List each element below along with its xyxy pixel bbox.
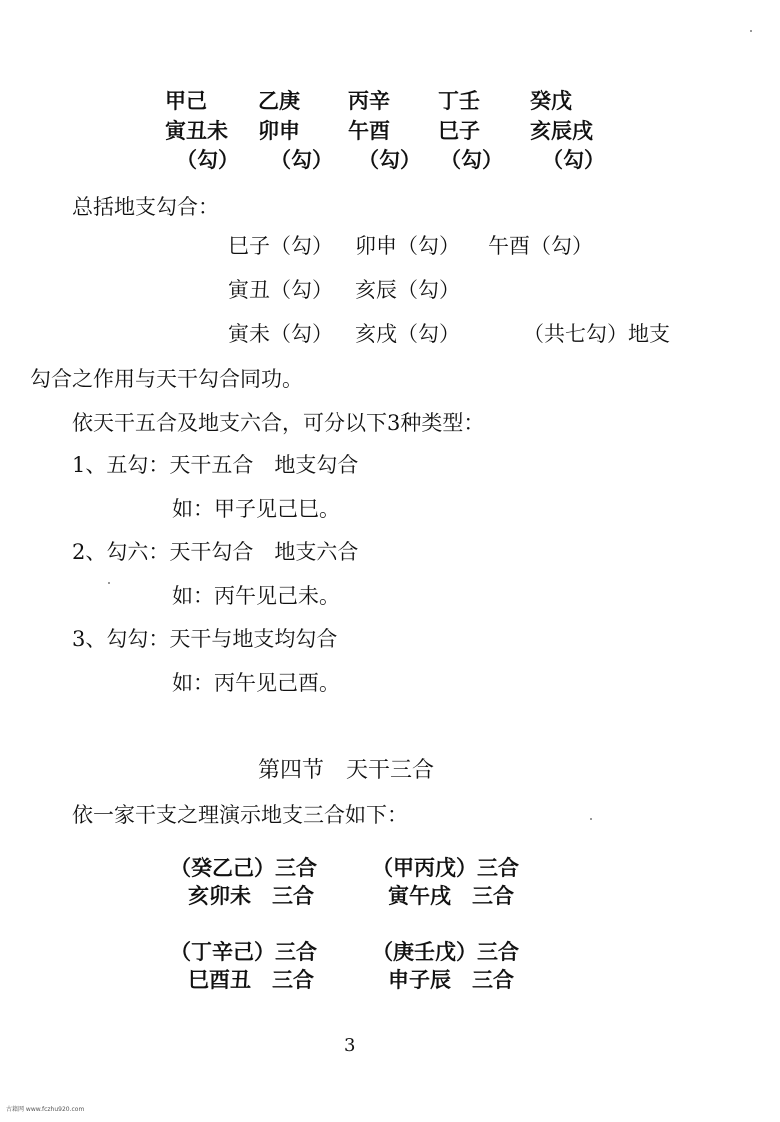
sanhe-bottom: 寅午戌 三合 — [388, 883, 514, 908]
sanhe-bottom: 亥卯未 三合 — [188, 883, 314, 908]
table-cell: 癸戊 — [530, 88, 572, 113]
type-label: 1、五勾：天干五合 地支勾合 — [72, 453, 359, 477]
table-cell: 亥辰戌 — [530, 118, 593, 143]
summary-item: 巳子（勾） — [228, 234, 333, 258]
summary-item: 亥辰（勾） — [355, 278, 460, 302]
summary-item: （共七勾）地支 — [523, 322, 670, 346]
sanhe-bottom: 巳酉丑 三合 — [188, 967, 314, 992]
type-example: 如：丙午见己未。 — [172, 584, 340, 608]
table-cell: 寅丑未 — [165, 118, 228, 143]
paragraph: 依天干五合及地支六合，可分以下3种类型： — [72, 411, 485, 435]
paragraph: 勾合之作用与天干勾合同功。 — [30, 367, 303, 391]
table-cell: 乙庚 — [258, 88, 300, 113]
table-cell: （勾） — [176, 147, 239, 172]
summary-item: 午酉（勾） — [488, 234, 593, 258]
type-example: 如：丙午见己酉。 — [172, 671, 340, 695]
table-cell: 卯申 — [258, 118, 300, 143]
section-intro: 依一家干支之理演示地支三合如下： — [72, 803, 408, 827]
table-cell: （勾） — [440, 147, 503, 172]
table-cell: （勾） — [542, 147, 605, 172]
page-number: 3 — [344, 1035, 356, 1056]
summary-item: 寅丑（勾） — [228, 278, 333, 302]
summary-item: 亥戌（勾） — [355, 322, 460, 346]
type-label: 3、勾勾：天干与地支均勾合 — [72, 627, 338, 651]
table-cell: 丁壬 — [438, 88, 480, 113]
scan-speck — [750, 30, 752, 32]
table-cell: 甲己 — [165, 88, 207, 113]
table-cell: （勾） — [358, 147, 421, 172]
sanhe-bottom: 申子辰 三合 — [388, 967, 514, 992]
table-cell: （勾） — [270, 147, 333, 172]
sanhe-top: （甲丙戊）三合 — [372, 855, 519, 880]
sanhe-top: （癸乙己）三合 — [170, 855, 317, 880]
type-example: 如：甲子见己巳。 — [172, 497, 340, 521]
table-cell: 午酉 — [348, 118, 390, 143]
sanhe-top: （庚壬戊）三合 — [372, 939, 519, 964]
table-cell: 巳子 — [438, 118, 480, 143]
summary-title: 总括地支勾合： — [72, 195, 219, 219]
table-cell: 丙辛 — [348, 88, 390, 113]
sanhe-top: （丁辛己）三合 — [170, 939, 317, 964]
section-title: 第四节 天干三合 — [258, 758, 435, 783]
type-label: 2、勾六：天干勾合 地支六合 — [72, 540, 359, 564]
watermark-footer: 古籍网 www.fczhu920.com — [6, 1106, 85, 1113]
scan-speck — [590, 818, 592, 820]
scan-speck — [108, 582, 110, 584]
summary-item: 卯申（勾） — [355, 234, 460, 258]
summary-item: 寅未（勾） — [228, 322, 333, 346]
